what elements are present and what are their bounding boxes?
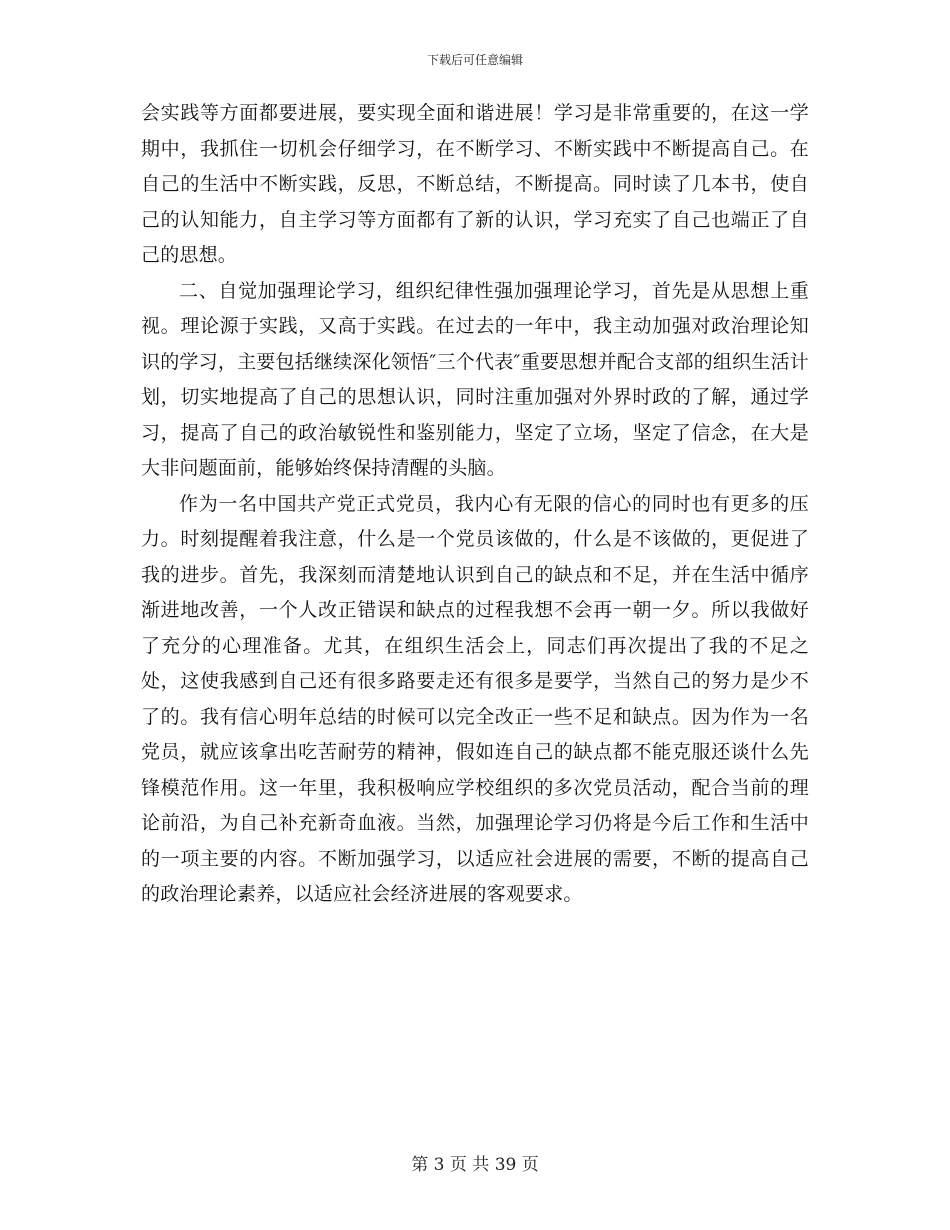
document-body [141, 96, 809, 913]
paragraph-party-member: 作为一名中国共产党正式党员，我内心有无限的信心的同时也有更多的压力。时刻提醒着我注意，什么是一个党员该做的，什么是不该做的，更促进了我的进步。首先，我深刻而清楚地认识到自己的缺点和不足，并在生活中循序渐进地改善，一个人改正错误和缺点的过程我想不会再一朝一夕。所以我做好了充分的心理准备。尤其，在组织生活会上，同志们再次提出了我的不足之处，这使我感到自己还有很多路要走还有很多是要学，当然自己的努力是少不了的。我有信心明年总结的时候可以完全改正一些不足和缺点。因为作为一名党员，就应该拿出吃苦耐劳的精神，假如连自己的缺点都不能克服还谈什么先锋模范作用。这一年里，我积极响应学校组织的多次党员活动，配合当前的理论前沿，为自己补充新奇血液。当然，加强理论学习仍将是今后工作和生活中的一项主要的内容。不断加强学习，以适应社会进展的需要，不断的提高自己的政治理论素养，以适应社会经济进展的客观要求。 [141, 492, 809, 905]
paragraph-continuation: 会实践等方面都要进展，要实现全面和谐进展！学习是非常重要的，在这一学期中，我抓住一切机会仔细学习，在不断学习、不断实践中不断提高自己。在自己的生活中不断实践，反思，不断总结，不断提高。同时读了几本书，使自己的认知能力，自主学习等方面都有了新的认识，学习充实了自己也端正了自己的思想。 [141, 102, 809, 266]
page-number-footer: 第 3 页 共 39 页 [411, 1155, 539, 1175]
page-header: 下载后可任意编辑 [426, 53, 523, 67]
paragraph-theory-study: 二、自觉加强理论学习，组织纪律性强加强理论学习，首先是从思想上重视。理论源于实践，又高于实践。在过去的一年中，我主动加强对政治理论知识的学习，主要包括继续深化领悟″三个代表″重要思想并配合支部的组织生活计划，切实地提高了自己的思想认识，同时注重加强对外界时政的了解，通过学习，提高了自己的政治敏锐性和鉴别能力，坚定了立场，坚定了信念，在大是大非问题面前，能够始终保持清醒的头脑。 [141, 279, 809, 479]
